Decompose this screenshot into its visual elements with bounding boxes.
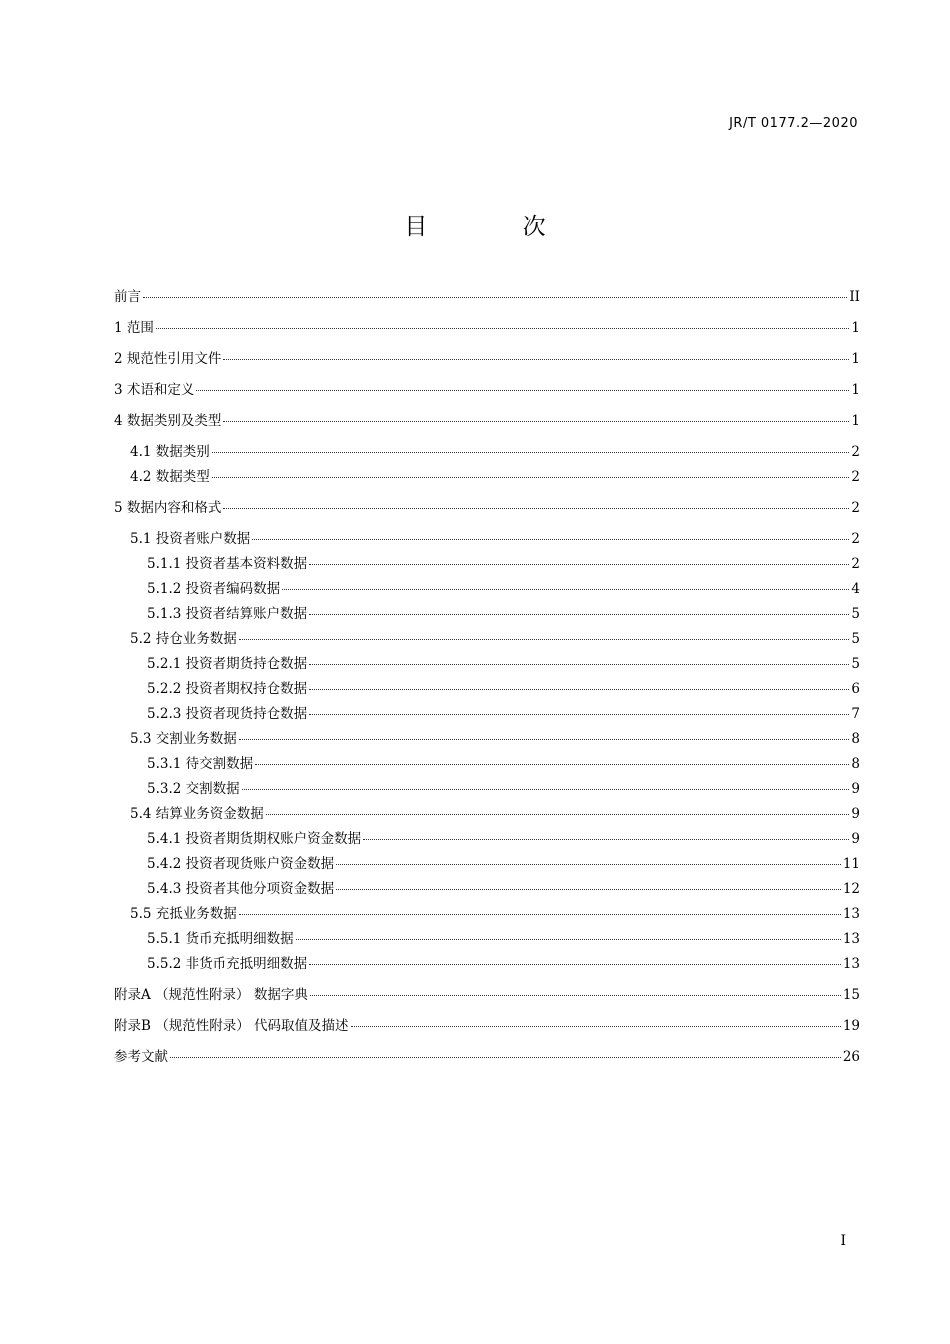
toc-entry-label: 1 范围 (114, 320, 154, 336)
toc-entry-page: 2 (851, 500, 860, 516)
toc-entry[interactable] (114, 380, 860, 400)
document-code: JR/T 0177.2—2020 (729, 116, 858, 131)
toc-entry-page: 1 (851, 320, 860, 336)
toc-entry-label: 4.1 数据类别 (130, 444, 210, 460)
toc-entry[interactable] (114, 287, 860, 307)
toc-leader-dots (242, 789, 850, 790)
toc-entry-page: 15 (842, 987, 860, 1003)
toc-entry[interactable] (114, 349, 860, 369)
toc-entry-page: 8 (851, 756, 860, 772)
toc-entry-page: 9 (851, 781, 860, 797)
toc-entry-page: 1 (851, 351, 860, 367)
toc-entry-label: 5.2 持仓业务数据 (130, 631, 237, 647)
toc-entry-label: 5.1.1 投资者基本资料数据 (147, 556, 308, 572)
toc-leader-dots (363, 839, 849, 840)
toc-entry-page: 2 (851, 556, 860, 572)
toc-entry-label: 5.2.1 投资者期货持仓数据 (147, 656, 308, 672)
toc-entry-page: 11 (842, 856, 860, 872)
toc-entry[interactable] (114, 411, 860, 431)
toc-title: 目 次 (404, 214, 590, 240)
toc-leader-dots (282, 589, 849, 590)
toc-entry-page: 9 (851, 806, 860, 822)
toc-leader-dots (212, 477, 850, 478)
page-number: I (840, 1233, 846, 1249)
toc-leader-dots (309, 964, 841, 965)
toc-leader-dots (212, 452, 850, 453)
toc-leader-dots (223, 421, 849, 422)
toc-leader-dots (223, 508, 849, 509)
toc-leader-dots (239, 639, 850, 640)
toc-entry-label: 5.5.2 非货币充抵明细数据 (147, 956, 308, 972)
toc-entry-label: 5.1.2 投资者编码数据 (147, 581, 281, 597)
toc-entry[interactable] (114, 729, 860, 749)
toc-entry[interactable] (114, 985, 860, 1005)
toc-leader-dots (309, 664, 849, 665)
toc-entry-page: 5 (851, 656, 860, 672)
toc-entry-label: 5 数据内容和格式 (114, 500, 222, 516)
toc-entry-page: 6 (851, 681, 860, 697)
toc-entry-page: 13 (842, 956, 860, 972)
toc-entry-label: 5.1.3 投资者结算账户数据 (147, 606, 308, 622)
toc-leader-dots (223, 359, 849, 360)
toc-entry-label: 5.1 投资者账户数据 (130, 531, 251, 547)
toc-entry-label: 5.5 充抵业务数据 (130, 906, 237, 922)
toc-entry[interactable] (114, 654, 860, 674)
toc-entry-label: 5.3.1 待交割数据 (147, 756, 254, 772)
toc-entry-page: 26 (842, 1049, 860, 1065)
toc-entry-label: 5.4 结算业务资金数据 (130, 806, 264, 822)
toc-entry-label: 5.4.3 投资者其他分项资金数据 (147, 881, 335, 897)
toc-entry-label: 4 数据类别及类型 (114, 413, 222, 429)
toc-entry-page: 7 (851, 706, 860, 722)
toc-entry[interactable] (114, 498, 860, 518)
toc-entry[interactable] (114, 929, 860, 949)
toc-leader-dots (239, 739, 850, 740)
toc-leader-dots (309, 614, 849, 615)
toc-entry-label: 5.2.2 投资者期权持仓数据 (147, 681, 308, 697)
toc-entry[interactable] (114, 318, 860, 338)
toc-entry-label: 前言 (114, 289, 141, 305)
toc-entry[interactable] (114, 904, 860, 924)
toc-entry[interactable] (114, 679, 860, 699)
toc-leader-dots (196, 390, 849, 391)
toc-entry-page: 13 (842, 906, 860, 922)
toc-entry-label: 5.2.3 投资者现货持仓数据 (147, 706, 308, 722)
toc-leader-dots (156, 328, 850, 329)
toc-entry[interactable] (114, 629, 860, 649)
toc-entry-label: 5.5.1 货币充抵明细数据 (147, 931, 294, 947)
toc-entry-page: 1 (851, 382, 860, 398)
toc-entry-page: 2 (851, 444, 860, 460)
table-of-contents (114, 287, 860, 1067)
toc-leader-dots (336, 889, 841, 890)
toc-entry-page: 4 (851, 581, 860, 597)
toc-leader-dots (336, 864, 841, 865)
toc-entry-page: 8 (851, 731, 860, 747)
toc-entry[interactable] (114, 754, 860, 774)
toc-entry-page: II (849, 289, 860, 305)
toc-entry-label: 5.4.2 投资者现货账户资金数据 (147, 856, 335, 872)
toc-leader-dots (255, 764, 849, 765)
toc-entry[interactable] (114, 579, 860, 599)
toc-leader-dots (296, 939, 841, 940)
toc-entry-page: 1 (851, 413, 860, 429)
toc-entry-page: 13 (842, 931, 860, 947)
toc-leader-dots (309, 689, 849, 690)
toc-entry-page: 2 (851, 531, 860, 547)
toc-entry-label: 5.4.1 投资者期货期权账户资金数据 (147, 831, 362, 847)
toc-leader-dots (252, 539, 849, 540)
toc-leader-dots (309, 564, 849, 565)
toc-entry-page: 19 (842, 1018, 860, 1034)
toc-entry[interactable] (114, 604, 860, 624)
toc-entry-label: 参考文献 (114, 1049, 168, 1065)
toc-entry[interactable] (114, 954, 860, 974)
toc-entry[interactable] (114, 1016, 860, 1036)
toc-entry[interactable] (114, 704, 860, 724)
toc-leader-dots (239, 914, 841, 915)
toc-leader-dots (266, 814, 850, 815)
toc-entry-page: 9 (851, 831, 860, 847)
toc-leader-dots (309, 714, 849, 715)
toc-entry[interactable] (114, 1047, 860, 1067)
toc-entry-label: 附录B （规范性附录） 代码取值及描述 (114, 1018, 349, 1034)
toc-entry[interactable] (114, 829, 860, 849)
toc-entry[interactable] (114, 779, 860, 799)
toc-entry[interactable] (114, 879, 860, 899)
toc-entry[interactable] (114, 804, 860, 824)
toc-entry-page: 2 (851, 469, 860, 485)
toc-entry-label: 附录A （规范性附录） 数据字典 (114, 987, 308, 1003)
toc-leader-dots (170, 1057, 841, 1058)
toc-entry[interactable] (114, 554, 860, 574)
toc-entry[interactable] (114, 467, 860, 487)
toc-entry-label: 5.3 交割业务数据 (130, 731, 237, 747)
toc-leader-dots (143, 297, 847, 298)
toc-entry-label: 2 规范性引用文件 (114, 351, 222, 367)
toc-entry[interactable] (114, 442, 860, 462)
toc-entry[interactable] (114, 854, 860, 874)
toc-entry-page: 12 (842, 881, 860, 897)
toc-entry-label: 4.2 数据类型 (130, 469, 210, 485)
toc-leader-dots (310, 995, 841, 996)
toc-entry[interactable] (114, 529, 860, 549)
toc-entry-label: 5.3.2 交割数据 (147, 781, 240, 797)
toc-entry-page: 5 (851, 606, 860, 622)
toc-leader-dots (351, 1026, 841, 1027)
toc-entry-page: 5 (851, 631, 860, 647)
toc-entry-label: 3 术语和定义 (114, 382, 195, 398)
